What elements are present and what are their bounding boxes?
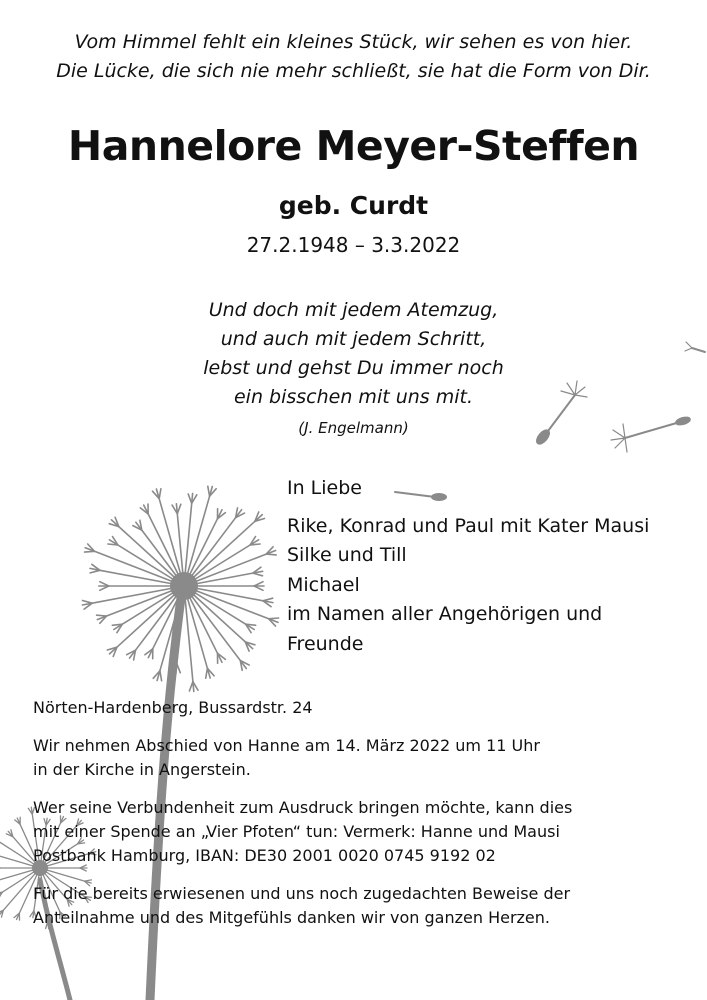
motto: [0, 28, 707, 86]
deceased-name: Hannelore Meyer-Steffen: [67, 122, 640, 170]
poem-line: ein bisschen mit uns mit.: [233, 386, 474, 408]
notice-details: [33, 696, 683, 944]
donation-line: mit einer Spende an „Vier Pfoten“ tun: Vermerk: Hanne und Mausi: [33, 822, 560, 841]
poem-line: und auch mit jedem Schritt,: [220, 328, 487, 350]
donation-line: Postbank Hamburg, IBAN: DE30 2001 0020 0745 9192 02: [33, 846, 496, 865]
mourners-intro: In Liebe: [287, 477, 362, 499]
thanks-line: Für die bereits erwiesenen und uns noch zugedachten Beweise der: [33, 884, 571, 903]
donation-info: [33, 796, 683, 868]
motto-line: Vom Himmel fehlt ein kleines Stück, wir sehen es von hier.: [74, 31, 633, 53]
life-dates: 27.2.1948 – 3.3.2022: [246, 233, 461, 257]
funeral-line: Wir nehmen Abschied von Hanne am 14. März 2022 um 11 Uhr: [33, 736, 540, 755]
mourner-line: Freunde: [287, 632, 364, 655]
birth-name: geb. Curdt: [278, 191, 429, 220]
mourner-line: Silke und Till: [287, 544, 407, 566]
funeral-info: [33, 734, 683, 782]
mourner-line: im Namen aller Angehörigen und: [287, 603, 603, 625]
poem-line: lebst und gehst Du immer noch: [203, 357, 504, 379]
funeral-line: in der Kirche in Angerstein.: [33, 760, 251, 779]
poem: [0, 296, 707, 412]
address-line: Nörten-Hardenberg, Bussardstr. 24: [33, 698, 313, 717]
mourners: [287, 474, 649, 659]
motto-line: Die Lücke, die sich nie mehr schließt, sie hat die Form von Dir.: [56, 60, 651, 82]
poem-author: (J. Engelmann): [298, 419, 409, 437]
mourner-line: Michael: [287, 573, 360, 596]
poem-line: Und doch mit jedem Atemzug,: [208, 299, 499, 321]
donation-line: Wer seine Verbundenheit zum Ausdruck bringen möchte, kann dies: [33, 798, 573, 817]
mourner-line: Rike, Konrad und Paul mit Kater Mausi: [287, 514, 650, 537]
thanks-info: [33, 882, 683, 930]
thanks-line: Anteilnahme und des Mitgefühls danken wir von ganzen Herzen.: [33, 908, 550, 927]
address: [33, 696, 683, 720]
